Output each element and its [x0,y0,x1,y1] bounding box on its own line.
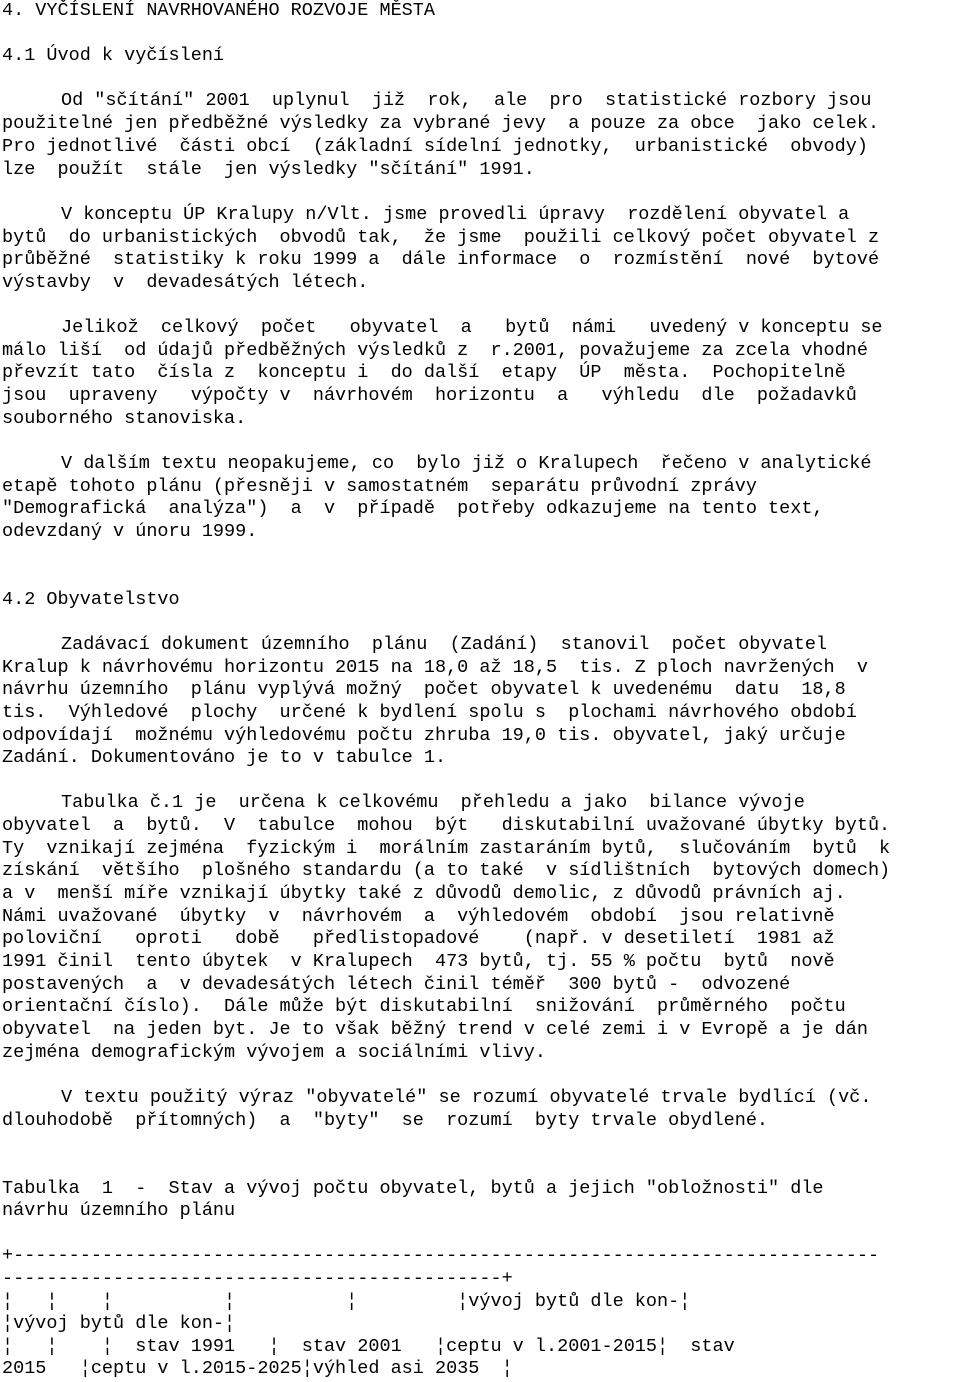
paragraph-line: návrhu územního plánu vyplývá možný počet obyvatel k uvedenému datu 18,8 [2,679,846,700]
paragraph-line: V konceptu ÚP Kralupy n/Vlt. jsme provedli úpravy rozdělení obyvatel a [61,204,850,225]
paragraph-line: etapě tohoto plánu (přesněji v samostatném separátu průvodní zprávy [2,476,757,497]
paragraph-line: obyvatel a bytů. V tabulce mohou být diskutabilní uvažované úbytky bytů. [2,815,891,836]
table-border: +------------------------------------------------------------------------------ [2,1245,880,1266]
paragraph-line: Zadání. Dokumentováno je to v tabulce 1. [2,747,447,768]
paragraph-line: Pro jednotlivé části obcí (základní sídelní jednotky, urbanistické obvody) [2,136,868,157]
paragraph-line: orientační číslo). Dále může být diskutabilní snižování průměrného počtu [2,996,846,1017]
paragraph-line: obyvatel na jeden byt. Je to však běžný trend v celé zemi i v Evropě a je dán [2,1019,868,1040]
paragraph-line: a v menší míře vznikají úbytky také z důvodů demolic, z důvodů právních aj. [2,883,846,904]
paragraph-line: V dalším textu neopakujeme, co bylo již o Kralupech řečeno v analytické [61,453,872,474]
paragraph-line: použitelné jen předběžné výsledky za vybrané jevy a pouze za obce jako celek. [2,113,880,134]
paragraph-line: dlouhodobě přítomných) a "byty" se rozumí byty trvale obydlené. [2,1110,769,1131]
paragraph-line: průběžné statistiky k roku 1999 a dále informace o rozmístění nové bytové [2,249,880,270]
paragraph-line: Od "sčítání" 2001 uplynul již rok, ale pro statistické rozbory jsou [61,90,872,111]
paragraph-line: Námi uvažované úbytky v návrhovém a výhledovém období jsou relativně [2,906,835,927]
table-header-row: ¦vývoj bytů dle kon-¦ [2,1313,236,1334]
paragraph-line: převzít tato čísla z konceptu i do další etapy ÚP města. Pochopitelně [2,362,846,383]
paragraph-line: tis. Výhledové plochy určené k bydlení spolu s plochami návrhového období [2,702,857,723]
table-border: ---------------------------------------------+ [2,1268,513,1289]
paragraph-line: výstavby v devadesátých létech. [2,272,369,293]
table-caption: Tabulka 1 - Stav a vývoj počtu obyvatel, bytů a jejich "obložnosti" dle [2,1178,824,1199]
paragraph-line: Ty vznikají zejména fyzickým i morálním zastaráním bytů, slučováním bytů k [2,838,891,859]
paragraph-line: "Demografická analýza") a v případě potřeby odkazujeme na tento text, [2,498,824,519]
paragraph-line: Tabulka č.1 je určena k celkovému přehledu a jako bilance vývoje [61,792,805,813]
paragraph-line: odevzdaný v únoru 1999. [2,521,258,542]
paragraph-line: postavených a v devadesátých létech činil téměř 300 bytů - odvozené [2,974,791,995]
table-header-row: ¦ ¦ ¦ ¦ ¦ ¦vývoj bytů dle kon-¦ [2,1291,691,1312]
paragraph-line: lze použít stále jen výsledky "sčítání" 1991. [2,159,535,180]
table-header-row: 2015 ¦ceptu v l.2015-2025¦výhled asi 2035 ¦ [2,1358,513,1379]
paragraph-line: Kralup k návrhovému horizontu 2015 na 18,0 až 18,5 tis. Z ploch navržených v [2,657,868,678]
paragraph-line: jsou upraveny výpočty v návrhovém horizontu a výhledu dle požadavků [2,385,857,406]
paragraph-line: V textu použitý výraz "obyvatelé" se rozumí obyvatelé trvale bydlící (vč. [61,1087,872,1108]
section-heading-4-1: 4.1 Úvod k vyčíslení [2,45,225,66]
paragraph-line: získání většího plošného standardu (a to také v sídlištních bytových domech) [2,860,891,881]
paragraph-line: zejména demografickým vývojem a sociálními vlivy. [2,1042,546,1063]
paragraph-line: Zadávací dokument územního plánu (Zadání) stanovil počet obyvatel [61,634,828,655]
paragraph-line: souborného stanoviska. [2,408,247,429]
paragraph-line: odpovídají možnému výhledovému počtu zhruba 19,0 tis. obyvatel, jaký určuje [2,725,846,746]
table-header-row: ¦ ¦ ¦ stav 1991 ¦ stav 2001 ¦ceptu v l.2001-2015¦ stav [2,1336,735,1357]
paragraph-line: Jelikož celkový počet obyvatel a bytů námi uvedený v konceptu se [61,317,883,338]
paragraph-line: málo liší od údajů předběžných výsledků z r.2001, považujeme za zcela vhodné [2,340,868,361]
paragraph-line: poloviční oproti době předlistopadové (např. v desetiletí 1981 až [2,928,835,949]
table-caption: návrhu územního plánu [2,1200,236,1221]
paragraph-line: bytů do urbanistických obvodů tak, že jsme použili celkový počet obyvatel z [2,227,880,248]
chapter-heading: 4. VYČÍSLENÍ NAVRHOVANÉHO ROZVOJE MĚSTA [2,0,435,21]
paragraph-line: 1991 činil tento úbytek v Kralupech 473 bytů, tj. 55 % počtu bytů nově [2,951,835,972]
section-heading-4-2: 4.2 Obyvatelstvo [2,589,180,610]
